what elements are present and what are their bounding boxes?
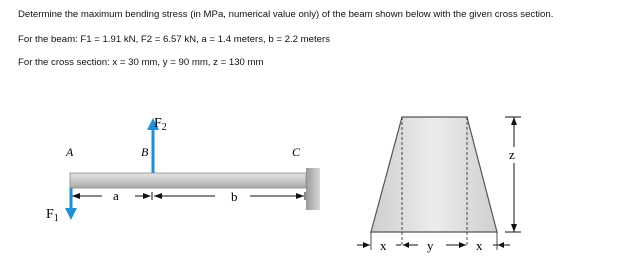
cross-section-diagram	[357, 117, 521, 253]
fixed-wall	[306, 168, 320, 210]
force-f1-arrowhead	[65, 208, 77, 220]
label-c-point: C	[292, 145, 301, 159]
beam-diagram	[46, 116, 320, 224]
beam-values: For the beam: F1 = 1.91 kN, F2 = 6.57 kN, a = 1.4 meters, b = 2.2 meters	[18, 34, 330, 45]
label-f2: $F_2$	[154, 116, 167, 133]
label-a-length: a	[113, 188, 119, 203]
dimension-b	[154, 192, 305, 200]
label-x-right: x	[476, 238, 483, 253]
label-b-length: b	[231, 189, 238, 204]
beam	[70, 173, 306, 188]
label-a-point: A	[66, 145, 74, 159]
label-f1: $F_1$	[46, 207, 59, 224]
label-y: y	[427, 238, 434, 253]
section-values: For the cross section: x = 30 mm, y = 90 mm, z = 130 mm	[18, 57, 264, 68]
label-z: z	[509, 147, 515, 162]
label-x-left: x	[380, 238, 387, 253]
dimension-z	[505, 117, 521, 232]
question-prompt: Determine the maximum bending stress (in MPa, numerical value only) of the beam shown below with the given cross section.	[18, 9, 554, 20]
label-b-point: B	[141, 145, 149, 159]
dimension-a	[72, 192, 152, 200]
trapezoid-section	[371, 117, 497, 232]
